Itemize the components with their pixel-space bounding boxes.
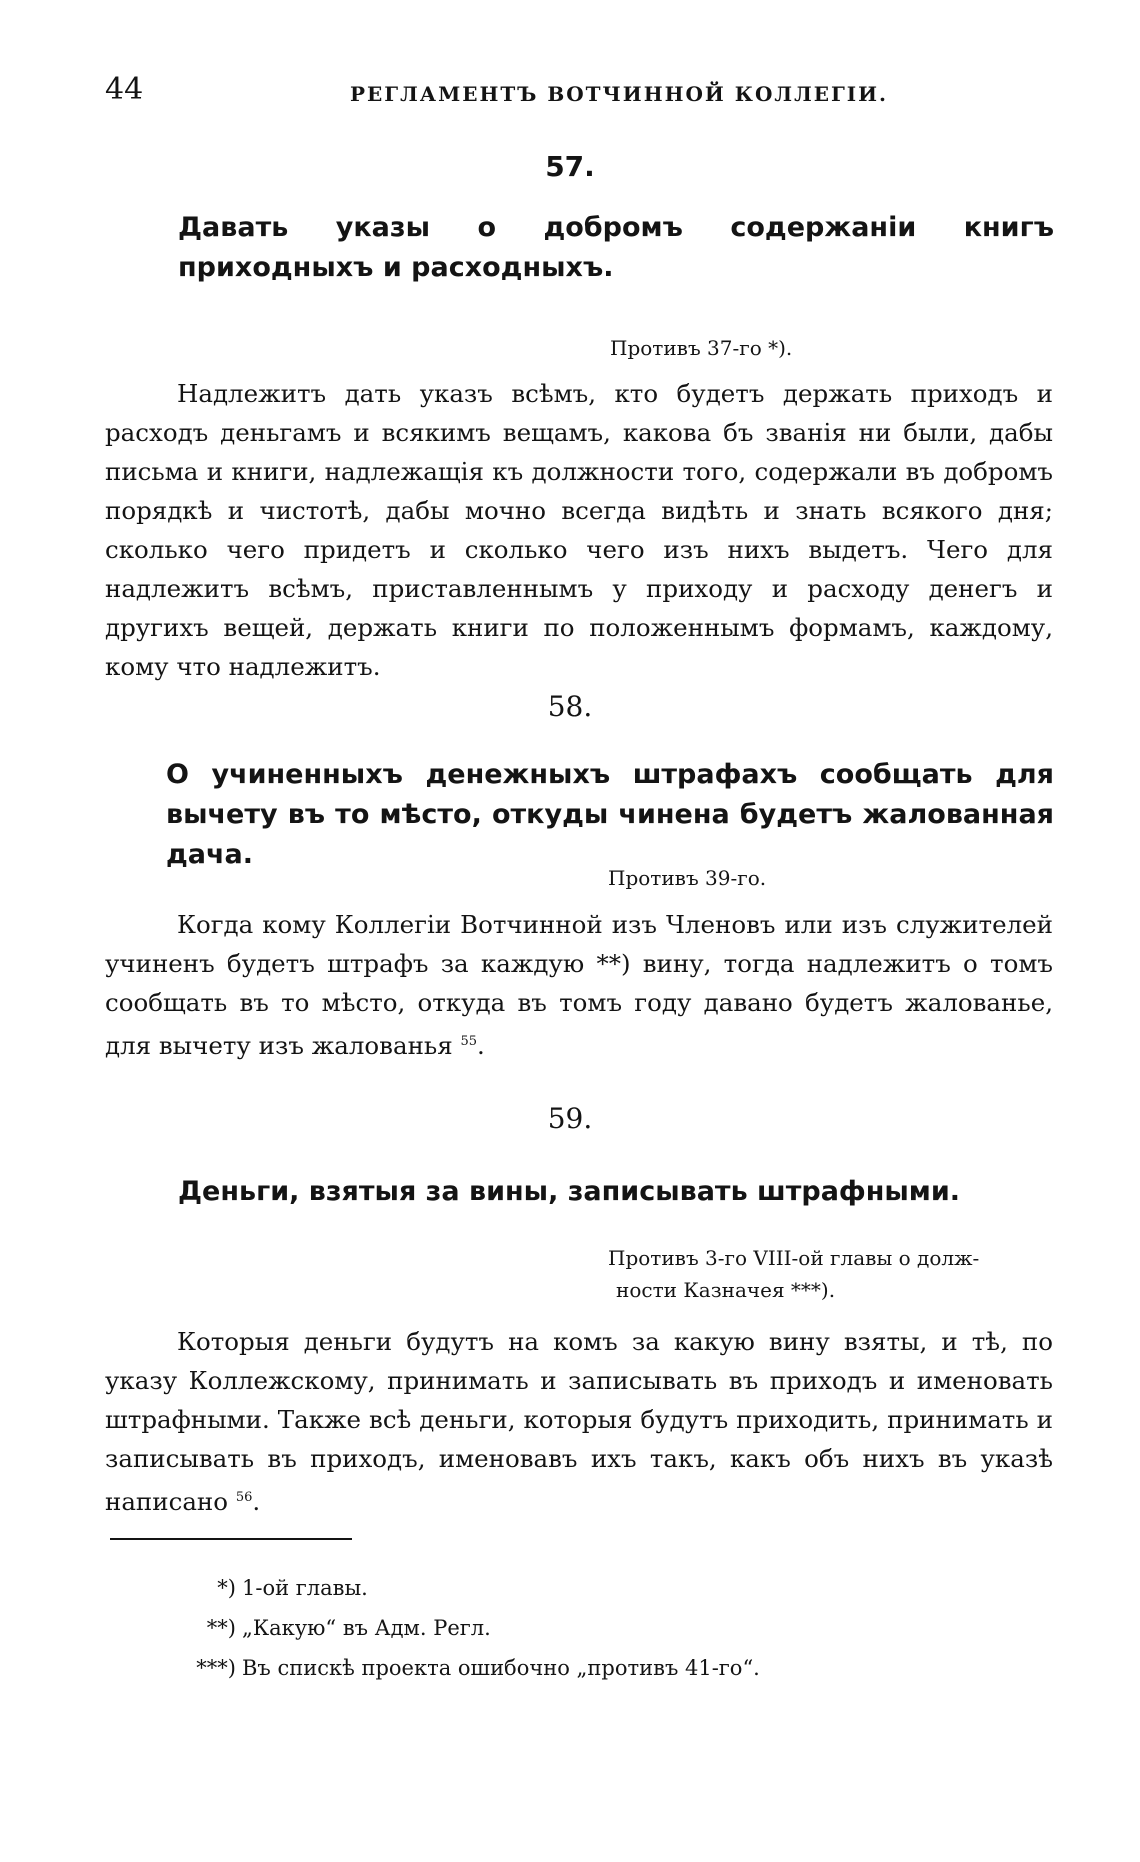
- section-body-59-text: Которыя деньги будутъ на комъ за какую вину взяты, и тѣ, по указу Коллежскому, принимать и записывать въ приходъ и именовать штрафными. Также всѣ деньги, которыя будутъ приходить, принимать и записывать въ приходъ, именовавъ ихъ такъ, какъ объ нихъ въ указѣ написано: [105, 1327, 1053, 1517]
- editor-note-56: 56: [235, 1490, 253, 1505]
- footnote-mark: *): [217, 1576, 236, 1600]
- reference-line: Противъ 3-го VIII-ой главы о долж-: [608, 1246, 980, 1270]
- section-body-57: Надлежитъ дать указъ всѣмъ, кто будетъ держать приходъ и расходъ деньгамъ и всякимъ вещамъ, какова бъ званiя ни были, дабы письма и книги, надлежащiя къ должности того, содержали въ добромъ порядкѣ и чистотѣ, дабы мочно всегда видѣть и знать всякого дня; сколько чего придетъ и сколько чего изъ нихъ выдетъ. Чего для надлежитъ всѣмъ, приставленнымъ у приходу и расходу денегъ и другихъ вещей, держать книги по положеннымъ формамъ, каждому, кому что надлежитъ.: [105, 379, 1053, 681]
- section-number-59: 59.: [547, 1102, 593, 1135]
- running-head: [105, 72, 1055, 112]
- footnotes: [180, 1568, 760, 1688]
- section-body-58: Когда кому Коллегiи Вотчинной изъ Членовъ или изъ служителей учиненъ будетъ штрафъ за каждую **) вину, тогда надлежитъ о томъ сообщать въ то мѣсто, откуда въ томъ году давано будетъ жалованье, для вычету изъ жалованья $^{55}$.: [105, 910, 1053, 1061]
- page-number: 44: [105, 72, 144, 107]
- footnote-mark: **): [206, 1616, 236, 1640]
- section-heading-58: О учиненныхъ денежныхъ штрафахъ сообщать для вычету въ то мѣсто, откуды чинена будетъ жалованная дача.: [166, 759, 1054, 870]
- footnote: [180, 1648, 760, 1688]
- section-reference-59: [608, 1242, 1028, 1306]
- section-heading-57: Давать указы о добромъ содержанiи книгъ приходныхъ и расходныхъ.: [178, 212, 1054, 283]
- section-reference-58: Противъ 39-го.: [608, 866, 767, 890]
- section-number-57: 57.: [545, 150, 595, 183]
- reference-line: ности Казначея ***).: [616, 1278, 836, 1302]
- editor-note-55: 55: [460, 1034, 478, 1049]
- section-number-58: 58.: [547, 690, 593, 723]
- footnote-mark: ***): [196, 1656, 236, 1680]
- footnote-text: „Какую“ въ Адм. Регл.: [242, 1616, 491, 1640]
- section-reference-57: Противъ 37-го *).: [610, 336, 793, 360]
- footnote-text: Въ спискѣ проекта ошибочно „противъ 41-го“.: [242, 1656, 760, 1680]
- footnote-text: 1-ой главы.: [242, 1576, 368, 1600]
- footnote: [180, 1568, 760, 1608]
- running-title: РЕГЛАМЕНТЪ ВОТЧИННОЙ КОЛЛЕГIИ.: [350, 82, 889, 106]
- section-body-58-text: Когда кому Коллегiи Вотчинной изъ Членовъ или изъ служителей учиненъ будетъ штрафъ за каждую **) вину, тогда надлежитъ о томъ сообщать въ то мѣсто, откуда въ томъ году давано будетъ жалованье, для вычету изъ жалованья: [105, 910, 1053, 1061]
- footnote-separator: [110, 1538, 352, 1540]
- section-body-59: Которыя деньги будутъ на комъ за какую вину взяты, и тѣ, по указу Коллежскому, принимать и записывать въ приходъ и именовать штрафными. Также всѣ деньги, которыя будутъ приходить, принимать и записывать въ приходъ, именовавъ ихъ такъ, какъ объ нихъ въ указѣ написано $^{56}$.: [105, 1327, 1053, 1517]
- footnote: [180, 1608, 760, 1648]
- section-heading-59: Деньги, взятыя за вины, записывать штрафными.: [178, 1176, 961, 1207]
